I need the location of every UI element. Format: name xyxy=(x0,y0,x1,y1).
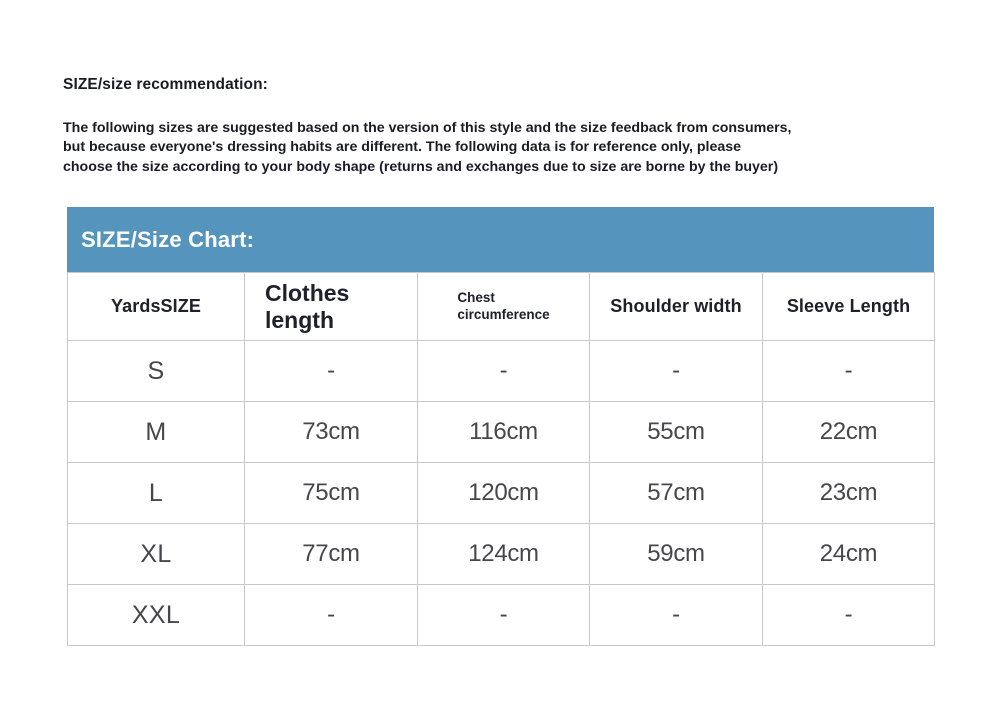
size-value-cell: - xyxy=(245,585,418,646)
table-row-xl xyxy=(68,524,935,585)
size-label-cell: S xyxy=(68,341,245,402)
size-value-cell: 120cm xyxy=(418,463,590,524)
size-value-cell: 57cm xyxy=(590,463,763,524)
size-value-cell: - xyxy=(418,585,590,646)
size-value-cell: 55cm xyxy=(590,402,763,463)
size-value-cell: 24cm xyxy=(763,524,935,585)
size-label-cell: XL xyxy=(68,524,245,585)
size-value-cell: 59cm xyxy=(590,524,763,585)
size-label-cell: M xyxy=(68,402,245,463)
intro-paragraph xyxy=(63,119,791,177)
size-table xyxy=(67,272,935,646)
intro-line-2: but because everyone's dressing habits are different. The following data is for reference only, please xyxy=(63,139,741,156)
column-header-clothes-length-line2: length xyxy=(265,306,334,333)
column-header-sleeve-length xyxy=(763,273,935,341)
size-value-cell: - xyxy=(763,585,935,646)
table-row-m xyxy=(68,402,935,463)
size-value-cell: 116cm xyxy=(418,402,590,463)
size-value-cell: 75cm xyxy=(245,463,418,524)
column-header-clothes-length xyxy=(245,273,418,341)
size-table-header-row xyxy=(68,273,935,341)
size-value-cell: 23cm xyxy=(763,463,935,524)
column-header-chest-circumference-line1: Chest xyxy=(457,290,495,305)
size-label-cell: XXL xyxy=(68,585,245,646)
size-value-cell: 77cm xyxy=(245,524,418,585)
column-header-clothes-length-line1: Clothes xyxy=(265,279,350,306)
size-value-cell: - xyxy=(245,341,418,402)
table-row-l xyxy=(68,463,935,524)
section-heading: SIZE/size recommendation: xyxy=(63,76,268,93)
size-chart-banner-title: SIZE/Size Chart: xyxy=(81,226,255,252)
column-header-yards-size-label: YardsSIZE xyxy=(111,296,201,316)
column-header-chest-circumference-line2: circumference xyxy=(457,307,550,322)
size-value-cell: - xyxy=(590,341,763,402)
column-header-yards-size xyxy=(68,273,245,341)
column-header-chest-circumference xyxy=(418,273,590,341)
column-header-shoulder-width xyxy=(590,273,763,341)
size-value-cell: - xyxy=(763,341,935,402)
size-value-cell: 22cm xyxy=(763,402,935,463)
intro-line-1: The following sizes are suggested based on the version of this style and the size feedback from consumers, xyxy=(63,120,792,136)
size-value-cell: - xyxy=(418,341,590,402)
size-value-cell: - xyxy=(590,585,763,646)
table-row-xxl xyxy=(68,585,935,646)
size-value-cell: 73cm xyxy=(245,402,418,463)
size-chart-banner xyxy=(67,207,934,272)
column-header-chest-circumference-block xyxy=(457,289,549,323)
size-value-cell: 124cm xyxy=(418,524,590,585)
intro-line-3: choose the size according to your body shape (returns and exchanges due to size are borne by the buyer) xyxy=(63,158,779,175)
table-row-s xyxy=(68,341,935,402)
size-label-cell: L xyxy=(68,463,245,524)
column-header-shoulder-width-label: Shoulder width xyxy=(610,296,742,316)
column-header-sleeve-length-label: Sleeve Length xyxy=(786,296,911,316)
